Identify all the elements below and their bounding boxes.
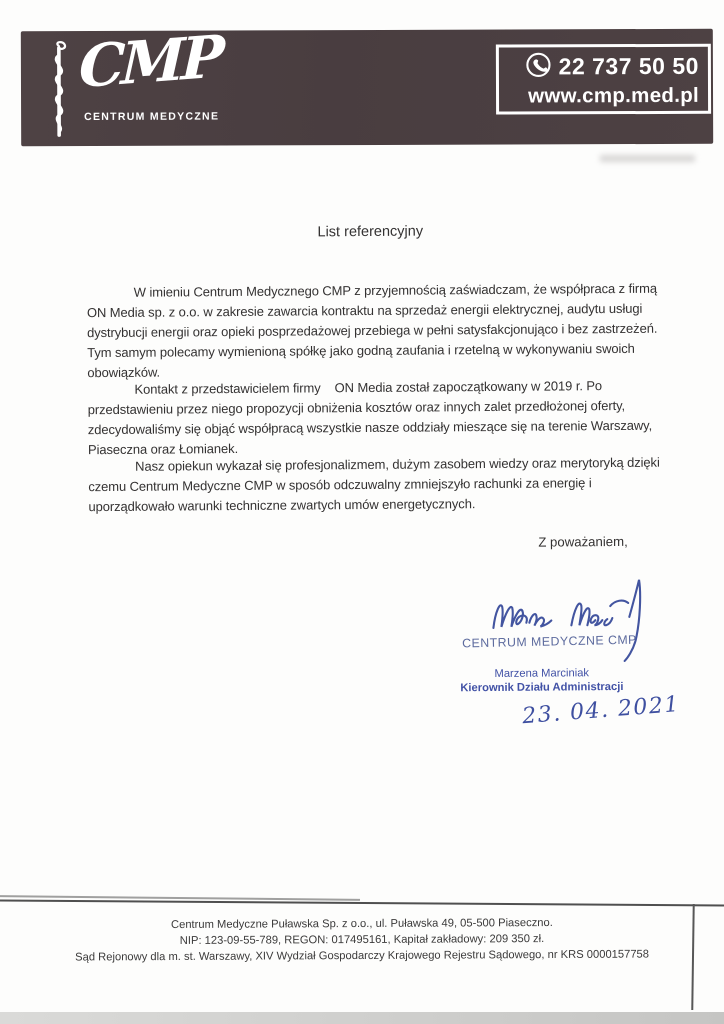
stamp-company-name: CENTRUM MEDYCZNE CMP (462, 632, 637, 651)
handwritten-date: 23. 04. 2021 (521, 692, 681, 730)
footer (0, 914, 724, 966)
footer-divider-line (0, 899, 724, 906)
scan-edge-strip (0, 1012, 724, 1024)
footer-registration-numbers: NIP: 123-09-55-789, REGON: 017495161, Kapitał zakładowy: 209 350 zł. (179, 933, 545, 947)
paragraph-1: W imieniu Centrum Medycznego CMP z przyjemnością zaświadczam, że współpraca z firmą ON Media sp. z o.o. w zakresie zawarcia kontraktu na sprzedaż energii elektrycznej, audytu usługi dystrybucji energii oraz opieki posprzedażowej przebiega w pełni satysfakcjonująco i bez zastrzeżeń. Tym samym polecamy wymienioną spółkę jako godną zaufania i rzetelną w wykonywaniu swoich obowiązków. (86, 280, 658, 381)
paragraph-3: Nasz opiekun wykazał się profesjonalizmem, dużym zasobem wiedzy oraz merytoryką dzięki czemu Centrum Medyczne CMP w sposób odczuwalny zmniejszyło rachunki za energię i uporządkowało warunki techniczne zwartych umów energetycznych. (88, 454, 660, 515)
handwritten-signature (471, 573, 672, 670)
phone-number: 22 737 50 50 (558, 52, 699, 80)
paragraph-2: Kontakt z przedstawicielem firmy ON Media został zapoczątkowany w 2019 r. Po przedstawieniu przez niego propozycji obniżenia kosztów oraz innych zalet przedłożonej oferty, zdecydowaliśmy się objąć współpracą wszystkie nasze oddziały mieszące się na terenie Warszawy, Piaseczna oraz Łomianek. (87, 378, 653, 458)
closing-salutation: Z poważaniem, (538, 533, 628, 550)
website-url: www.cmp.med.pl (528, 83, 700, 107)
letter-title: List referencyjny (317, 223, 424, 241)
signer-role: Kierownik Działu Administracji (460, 680, 624, 695)
brand-logo-text: CMP (78, 22, 222, 102)
brand-tagline: CENTRUM MEDYCZNE (84, 110, 220, 123)
signer-name: Marzena Marciniak (494, 667, 590, 680)
footer-court-registry: Sąd Rejonowy dla m. st. Warszawy, XIV Wydział Gospodarczy Krajowego Rejestru Sądowego, nr KRS 0000157758 (75, 948, 650, 964)
footer-company-address: Centrum Medyczne Puławska Sp. z o.o., ul. Puławska 49, 05-500 Piaseczno. (170, 917, 553, 931)
